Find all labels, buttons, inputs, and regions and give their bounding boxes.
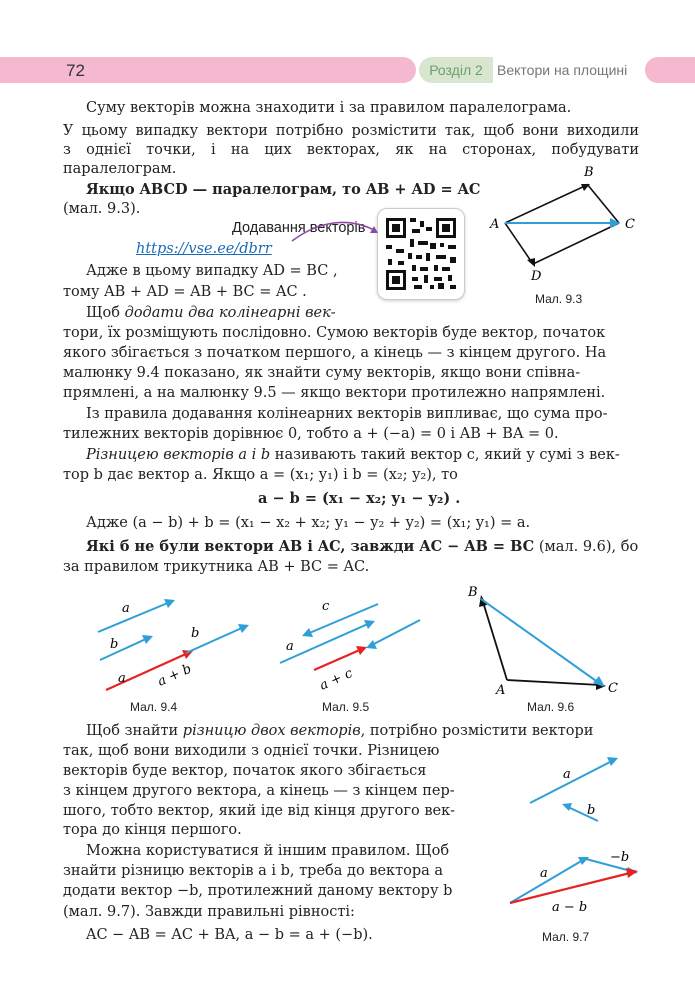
text-line: тор b дає вектор a. Якщо a = (x₁; y₁) і b = (x₂; y₂), то [63, 467, 458, 483]
figure-9-5 [270, 590, 430, 700]
figure-9-3 [480, 160, 640, 285]
text-line: з кінцем другого вектора, а кінець — з кінцем пер- [63, 783, 455, 799]
caption: Мал. 9.4 [130, 700, 178, 714]
qr-code[interactable] [377, 208, 465, 300]
qr-pointer-arrow [290, 215, 385, 245]
label-point: C [608, 681, 618, 696]
text-line: векторів буде вектор, початок якого збігається [63, 763, 427, 779]
text-line: малюнку 9.4 показано, як знайти суму векторів, якщо вони співна- [63, 365, 581, 381]
text-line: тори, їх розміщують послідовно. Сумою векторів буде вектор, початок [63, 325, 606, 341]
label-vector: a + b [155, 661, 194, 690]
caption: Мал. 9.5 [322, 700, 370, 714]
text-line: Адже (a − b) + b = (x₁ − x₂ + x₂; y₁ − y₂ + y₂) = (x₁; y₁) = a. [86, 515, 531, 531]
formula: a − b = (x₁ − x₂; y₁ − y₂) . [258, 490, 461, 507]
text-line: Адже в цьому випадку AD = BC , [86, 263, 338, 279]
caption: Мал. 9.6 [527, 700, 575, 714]
figure-9-4 [90, 590, 260, 700]
label-point: B [468, 585, 478, 600]
label-vector: a [286, 639, 294, 654]
label-point: B [584, 165, 594, 180]
qr-link[interactable]: https://vse.ee/dbrr [136, 241, 272, 257]
text-line: додати вектор −b, протилежний даному вектору b [63, 883, 453, 899]
text-line: паралелограм. [63, 161, 177, 177]
text-line: з однієї точки, і на цих векторах, як на сторонах, побудувати [63, 142, 639, 158]
vector-a [98, 602, 170, 632]
caption: Мал. 9.3 [535, 292, 583, 306]
text-line: Із правила додавання колінеарних векторів випливає, що сума про- [86, 406, 608, 422]
caption: Мал. 9.7 [542, 930, 590, 944]
text-line: Щоб додати два колінеарні век- [86, 305, 336, 321]
vector-b [100, 638, 148, 660]
vector-bc [481, 599, 599, 683]
label-vector: c [322, 599, 330, 614]
figure-9-7-upper [520, 745, 645, 830]
text-line: за правилом трикутника AB + BC = AC. [63, 559, 370, 575]
text-line: AC − AB = AC + BA, a − b = a + (−b). [86, 927, 373, 943]
label-vector: −b [610, 850, 630, 865]
text-line: Різницею векторів a і b називають такий вектор c, який у сумі з век- [86, 447, 620, 463]
vector-ab [505, 185, 587, 223]
vector-a [530, 761, 612, 803]
label-point: A [490, 217, 500, 232]
vector-ad [505, 223, 533, 264]
vector-ab [483, 602, 507, 680]
figure-9-7-lower [500, 835, 645, 925]
label-vector: b [191, 626, 200, 641]
label-vector: b [110, 637, 119, 652]
label-point: D [531, 269, 542, 284]
text-line: У цьому випадку вектори потрібно розмістити так, щоб вони виходили [63, 123, 639, 139]
label-vector: a + c [317, 666, 355, 694]
label-vector: a [540, 866, 548, 881]
vector-a-minus-b [510, 873, 630, 903]
header-bar-left [0, 57, 416, 83]
segment-dc [533, 223, 619, 264]
text-line: тому AB + AD = AB + BC = AC . [63, 284, 307, 300]
label-point: A [496, 683, 506, 698]
vector-c-sum [370, 620, 420, 646]
vector-a-plus-c [314, 649, 362, 670]
text-line: тилежних векторів дорівнює 0, тобто a + (−a) = 0 і AB + BA = 0. [63, 426, 559, 442]
arrowhead-ad [527, 258, 535, 267]
vector-ac [507, 680, 600, 685]
qr-label: Додавання векторів [232, 220, 366, 236]
chapter-label: Розділ 2 [419, 57, 493, 83]
figure-9-6 [460, 580, 630, 698]
chapter-title: Вектори на площині [497, 62, 628, 78]
text-line: Які б не були вектори AB і AC, завжди AC − AB = BC (мал. 9.6), бо [86, 538, 639, 555]
label-point: C [625, 217, 635, 232]
label-vector: b [587, 803, 596, 818]
text-line-bold: Якщо ABCD — паралелограм, то AB + AD = AC [86, 181, 481, 198]
text-line: прямлені, а на малюнку 9.5 — якщо вектори протилежно напрямлені. [63, 385, 606, 401]
page-number: 72 [66, 61, 85, 80]
text-line: тора до кінця першого. [63, 822, 242, 838]
vector-c [307, 604, 378, 634]
label-vector: a − b [552, 900, 588, 915]
text-line: (мал. 9.7). Завжди правильні рівності: [63, 904, 355, 920]
text-line: так, щоб вони виходили з однієї точки. Різницею [63, 743, 440, 759]
text-line: (мал. 9.3). [63, 201, 141, 217]
arrowhead-ac [610, 218, 620, 228]
text-line: якого збігається з початком першого, а кінець — з кінцем другого. На [63, 345, 607, 361]
text-line: шого, тобто вектор, який іде від кінця другого век- [63, 803, 456, 819]
text-line: знайти різницю векторів a і b, треба до вектора a [63, 863, 444, 879]
text-line: Можна користуватися й іншим правилом. Щоб [86, 843, 450, 859]
header-bar-right [645, 57, 695, 83]
text-line: Суму векторів можна знаходити і за правилом паралелограма. [86, 100, 572, 116]
segment-bc [587, 184, 619, 223]
label-vector: a [563, 767, 571, 782]
label-vector: a [122, 601, 130, 616]
text-line: Щоб знайти різницю двох векторів, потрібно розмістити вектори [86, 723, 594, 739]
label-vector: a [118, 671, 126, 686]
